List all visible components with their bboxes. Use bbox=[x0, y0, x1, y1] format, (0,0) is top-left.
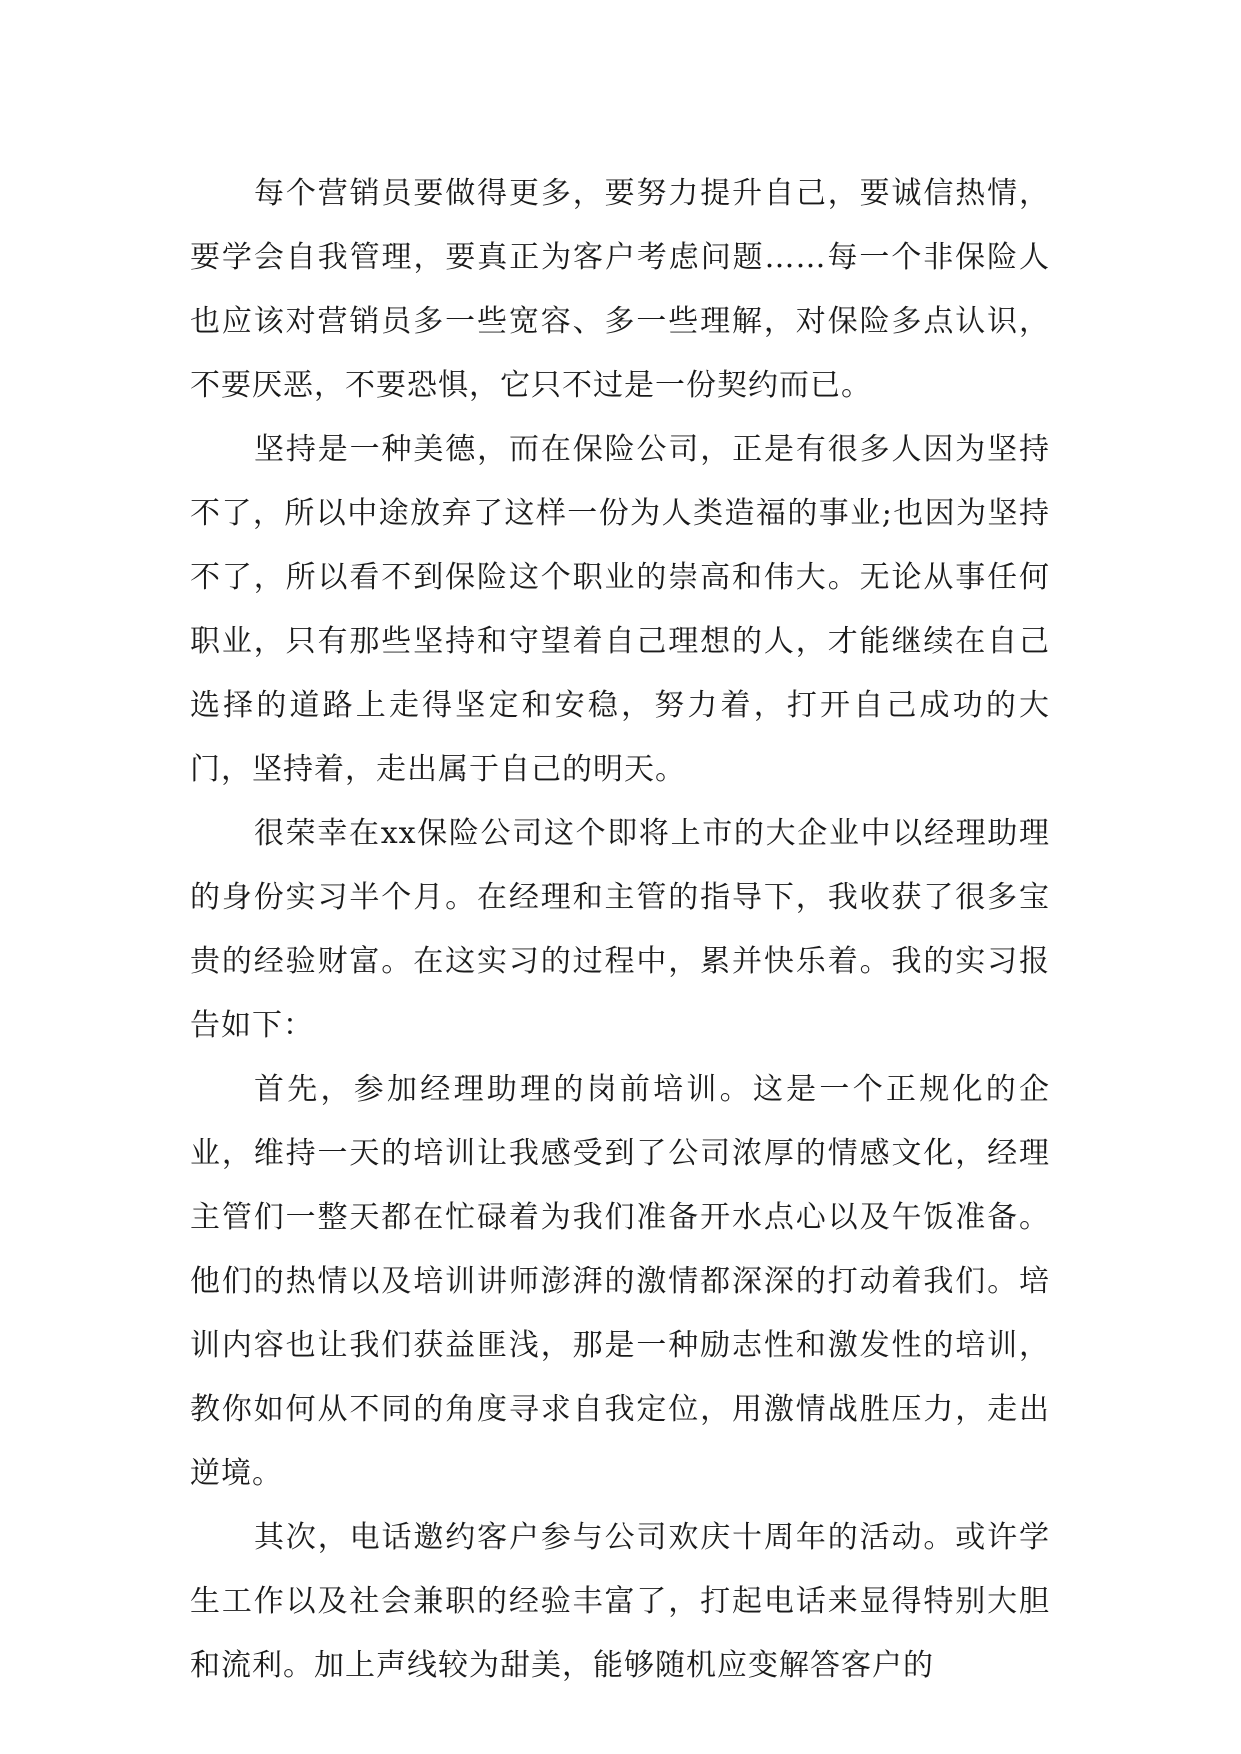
paragraph-2: 坚持是一种美德，而在保险公司，正是有很多人因为坚持不了，所以中途放弃了这样一份为人类造福的事业;也因为坚持不了，所以看不到保险这个职业的崇高和伟大。无论从事任何职业，只有那些坚持和守望着自己理想的人，才能继续在自己选择的道路上走得坚定和安稳，努力着，打开自己成功的大门，坚持着，走出属于自己的明天。 bbox=[190, 432, 1050, 787]
paragraph-3: 很荣幸在xx保险公司这个即将上市的大企业中以经理助理的身份实习半个月。在经理和主管的指导下，我收获了很多宝贵的经验财富。在这实习的过程中，累并快乐着。我的实习报告如下： bbox=[190, 816, 1050, 1043]
paragraph-1: 每个营销员要做得更多，要努力提升自己，要诚信热情，要学会自我管理，要真正为客户考虑问题……每一个非保险人也应该对营销员多一些宽容、多一些理解，对保险多点认识，不要厌恶，不要恐惧，它只不过是一份契约而已。 bbox=[190, 176, 1050, 403]
document-body bbox=[190, 162, 1050, 1698]
paragraph-4: 首先，参加经理助理的岗前培训。这是一个正规化的企业，维持一天的培训让我感受到了公司浓厚的情感文化，经理主管们一整天都在忙碌着为我们准备开水点心以及午饭准备。他们的热情以及培训讲师澎湃的激情都深深的打动着我们。培训内容也让我们获益匪浅，那是一种励志性和激发性的培训，教你如何从不同的角度寻求自我定位，用激情战胜压力，走出逆境。 bbox=[190, 1072, 1050, 1491]
paragraph-5: 其次，电话邀约客户参与公司欢庆十周年的活动。或许学生工作以及社会兼职的经验丰富了，打起电话来显得特别大胆和流利。加上声线较为甜美，能够随机应变解答客户的 bbox=[190, 1520, 1050, 1683]
